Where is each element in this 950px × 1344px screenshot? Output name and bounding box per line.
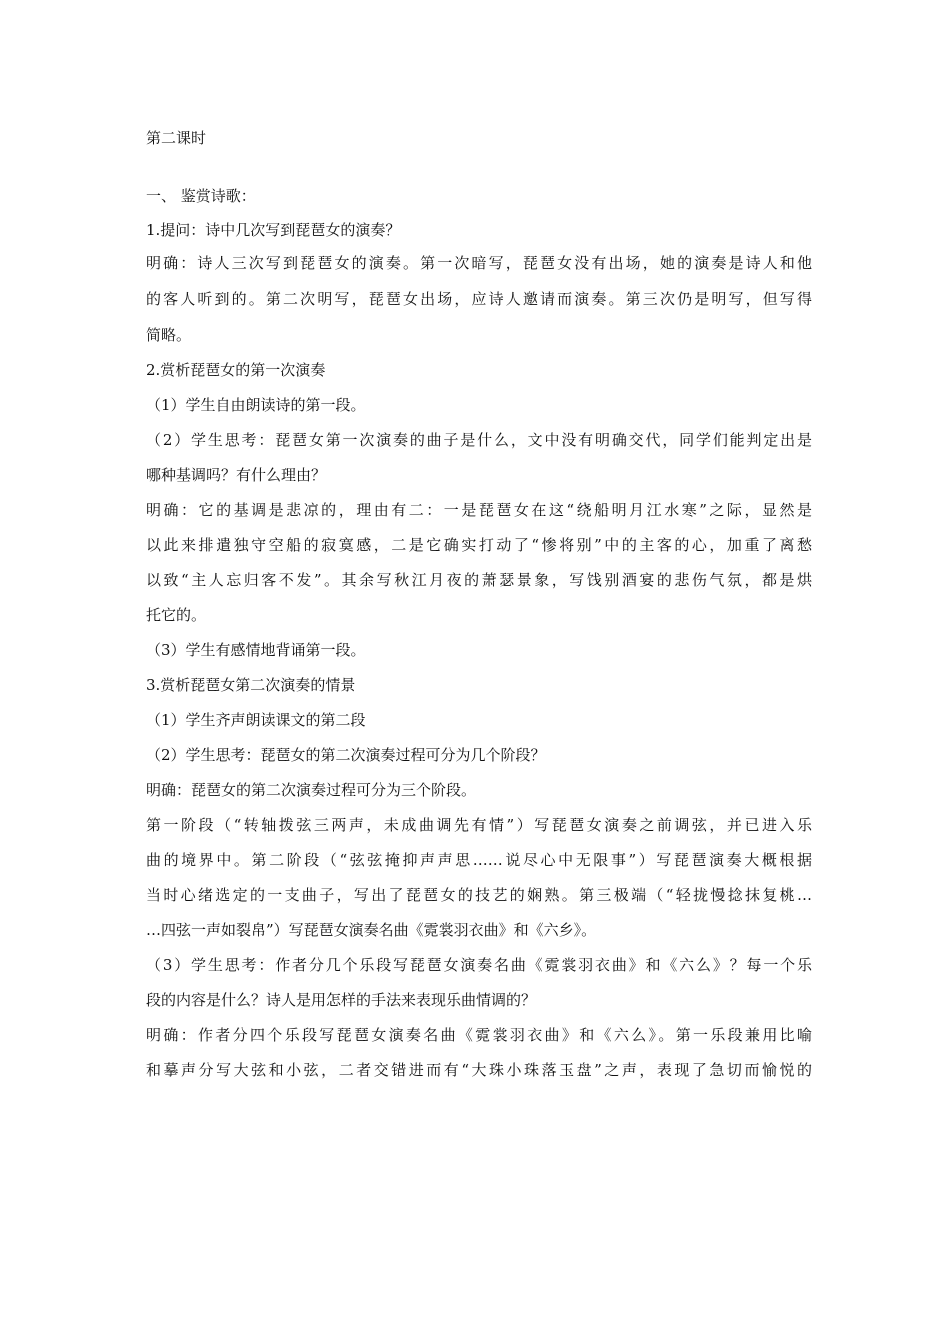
answer-line: 以致“主人忘归客不发”。其余写秋江月夜的萧瑟景象，写饯别酒宴的悲伤气氛，都是烘	[146, 571, 812, 589]
activity-line: （3）学生思考：作者分几个乐段写琵琶女演奏名曲《霓裳羽衣曲》和《六么》？每一个乐	[146, 956, 812, 974]
section-heading: 一、 鉴赏诗歌：	[146, 187, 256, 205]
answer-line: 的客人听到的。第二次明写，琵琶女出场，应诗人邀请而演奏。第三次仍是明写，但写得	[146, 290, 812, 308]
answer-line: 简略。	[146, 326, 192, 344]
answer-line: 第一阶段（“转轴拨弦三两声，未成曲调先有情”）写琵琶女演奏之前调弦，并已进入乐	[146, 816, 812, 834]
activity-line: 段的内容是什么？诗人是用怎样的手法来表现乐曲情调的？	[146, 991, 537, 1009]
question-line: 1.提问：诗中几次写到琵琶女的演奏？	[146, 221, 401, 239]
answer-line: 当时心绪选定的一支曲子，写出了琵琶女的技艺的娴熟。第三极端（“轻拢慢捻抹复桃…	[146, 886, 812, 904]
activity-line: （1）学生齐声朗读课文的第二段	[146, 711, 366, 729]
answer-line: 明确：琵琶女的第二次演奏过程可分为三个阶段。	[146, 781, 477, 799]
activity-line: （3）学生有感情地背诵第一段。	[146, 641, 366, 659]
subsection-heading: 3.赏析琵琶女第二次演奏的情景	[146, 676, 356, 694]
activity-line: （2）学生思考：琵琶女的第二次演奏过程可分为几个阶段？	[146, 746, 546, 764]
activity-line: （1）学生自由朗读诗的第一段。	[146, 396, 366, 414]
answer-line: 托它的。	[146, 606, 207, 624]
activity-line: （2）学生思考：琵琶女第一次演奏的曲子是什么，文中没有明确交代，同学们能判定出是	[146, 431, 812, 449]
answer-line: 明确：作者分四个乐段写琵琶女演奏名曲《霓裳羽衣曲》和《六么》。第一乐段兼用比喻	[146, 1026, 812, 1044]
answer-line: 曲的境界中。第二阶段（“弦弦掩抑声声思……说尽心中无限事”）写琵琶演奏大概根据	[146, 851, 812, 869]
lesson-title: 第二课时	[146, 129, 207, 147]
subsection-heading: 2.赏析琵琶女的第一次演奏	[146, 361, 326, 379]
answer-line: 明确：诗人三次写到琵琶女的演奏。第一次暗写，琵琶女没有出场，她的演奏是诗人和他	[146, 254, 812, 272]
answer-line: 和摹声分写大弦和小弦，二者交错进而有“大珠小珠落玉盘”之声，表现了急切而愉悦的	[146, 1061, 812, 1079]
activity-line: 哪种基调吗？有什么理由？	[146, 466, 327, 484]
answer-line: 以此来排遣独守空船的寂寞感，二是它确实打动了“惨将别”中的主客的心，加重了离愁	[146, 536, 812, 554]
answer-line: 明确：它的基调是悲凉的，理由有二：一是琵琶女在这“绕船明月江水寒”之际，显然是	[146, 501, 812, 519]
answer-line: …四弦一声如裂帛”）写琵琶女演奏名曲《霓裳羽衣曲》和《六乡》。	[146, 921, 597, 939]
